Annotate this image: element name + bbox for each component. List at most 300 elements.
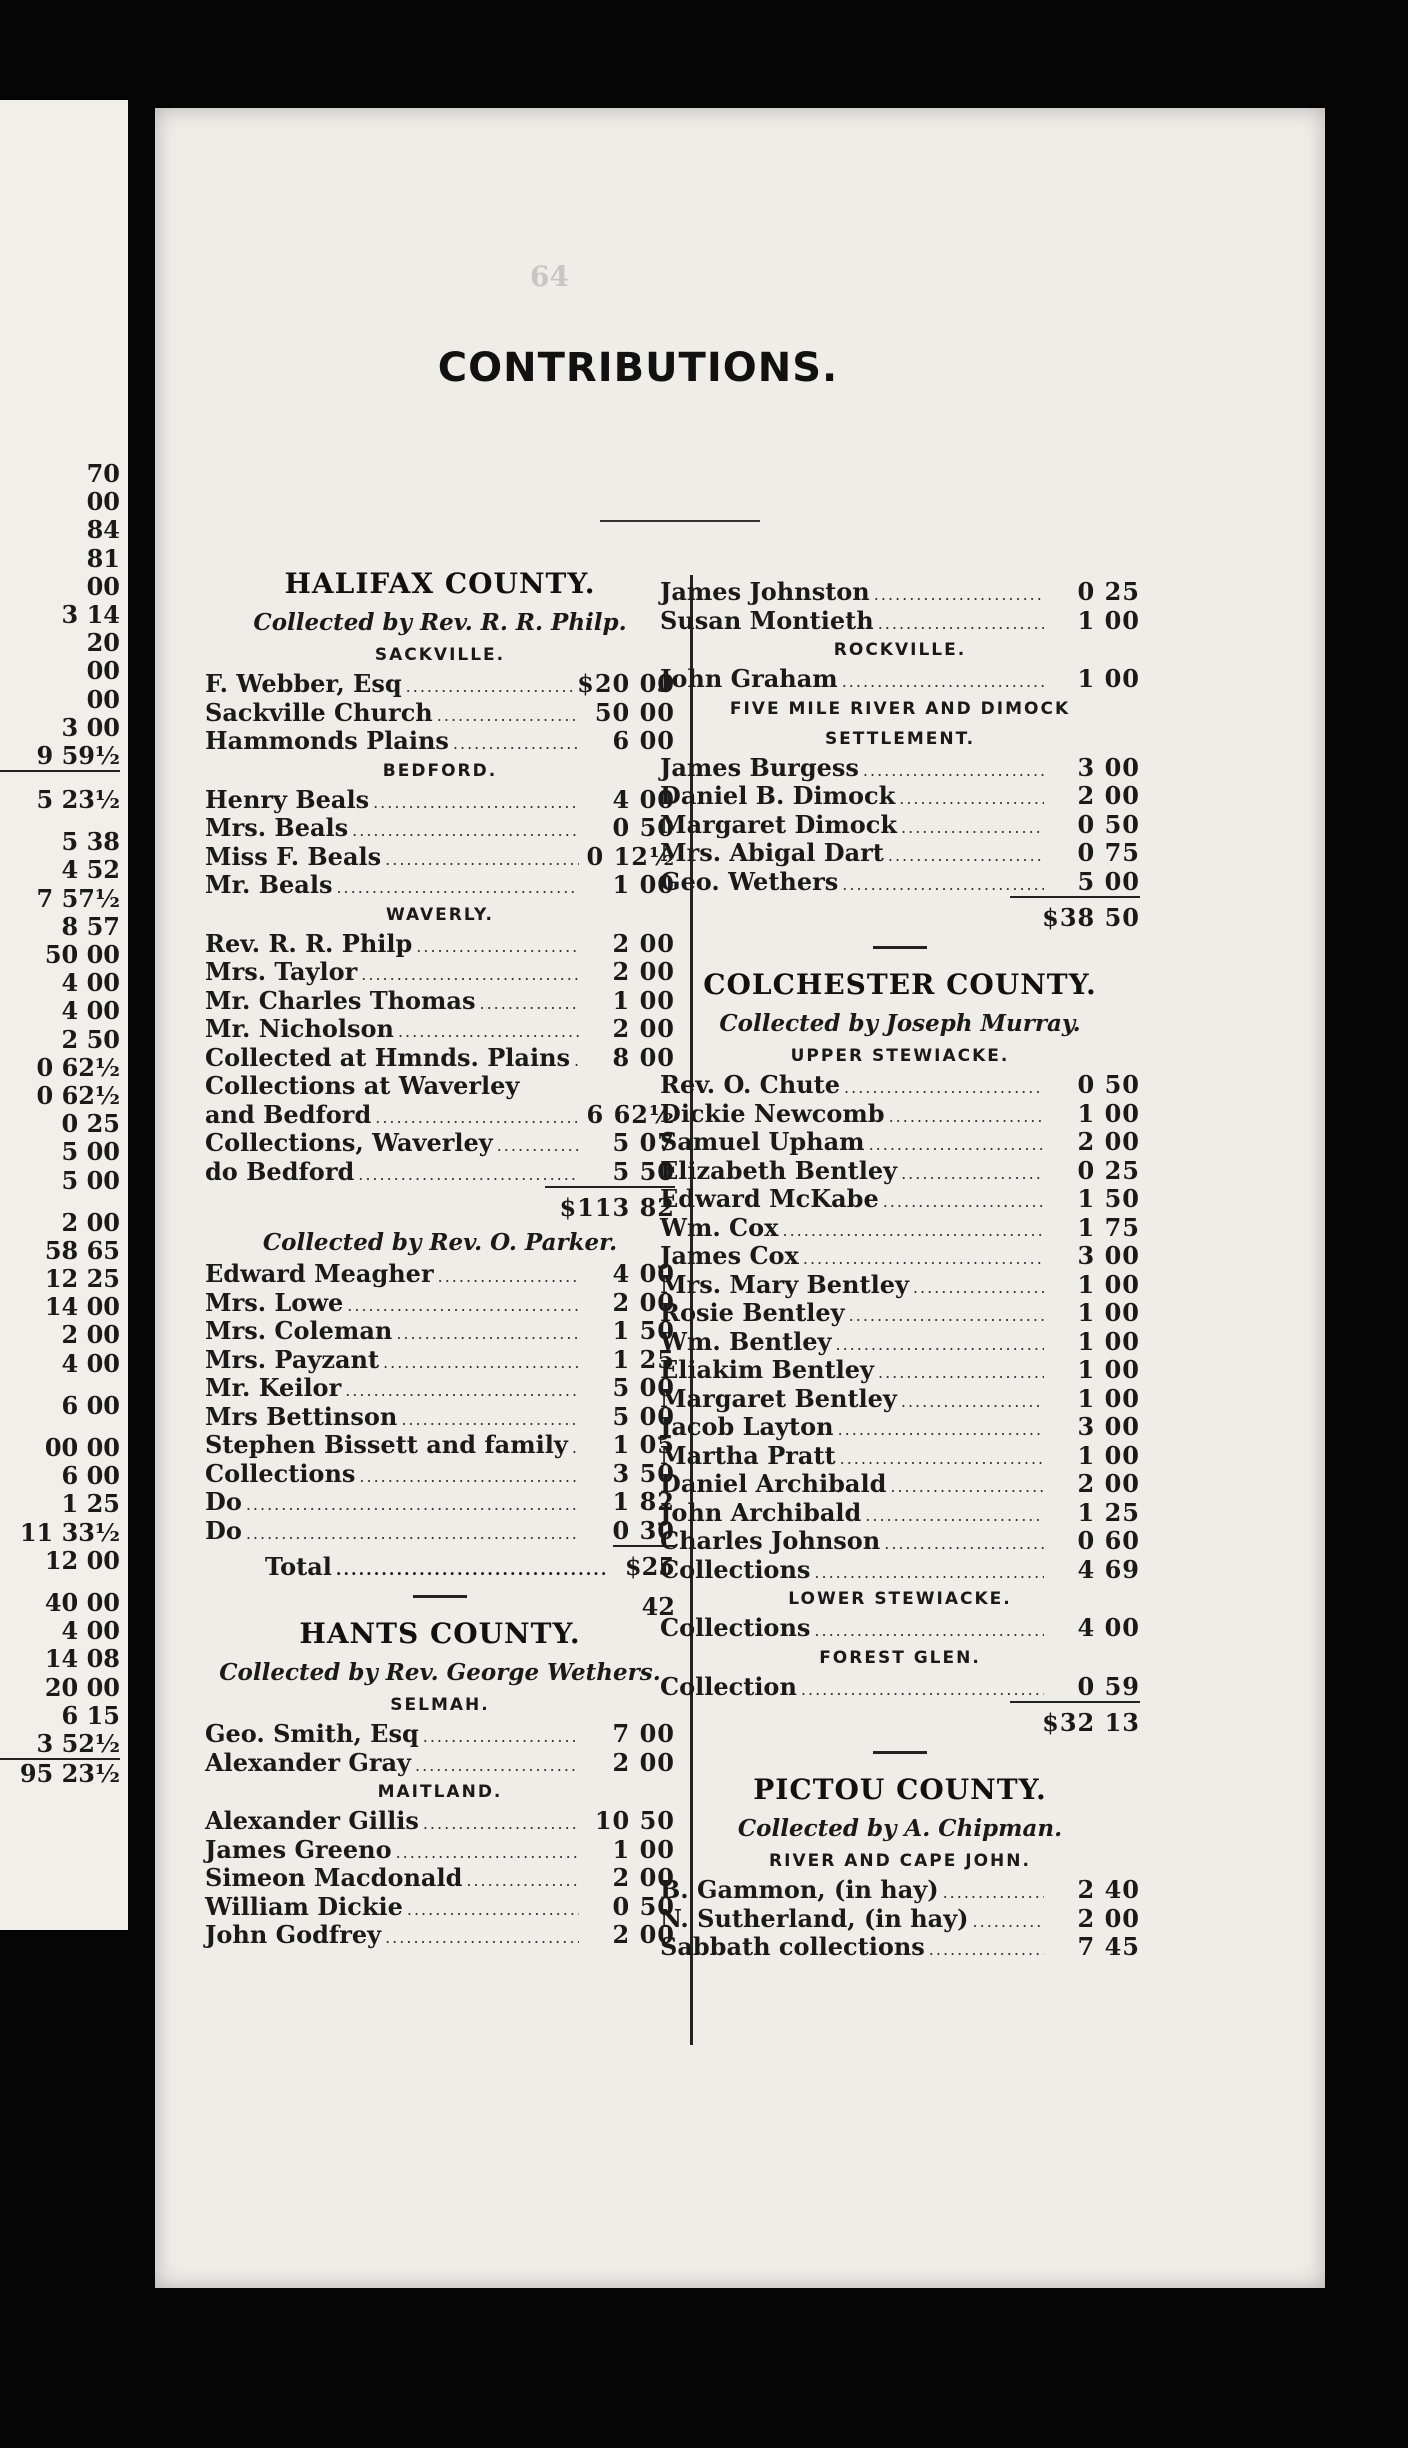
left-page-amount: 0 25 xyxy=(61,1109,120,1139)
section-heading: RIVER AND CAPE JOHN. xyxy=(769,1851,1031,1871)
contributor-name: Mrs. Mary Bentley xyxy=(660,1269,909,1299)
contributor-name: Collections xyxy=(660,1613,811,1642)
leader-dots xyxy=(888,842,1044,870)
leader-dots xyxy=(844,1074,1044,1102)
contribution-amount: 0 75 xyxy=(1077,838,1140,867)
leader-dots xyxy=(874,581,1044,609)
contribution-entry xyxy=(205,1129,675,1158)
contributor-name: Dickie Newcomb xyxy=(660,1098,885,1128)
contributor-name: James Johnston xyxy=(660,577,870,606)
contribution-amount: 1 00 xyxy=(1077,605,1140,635)
contribution-amount: 8 00 xyxy=(612,1042,675,1072)
leader-dots xyxy=(423,1810,579,1838)
contribution-entry xyxy=(660,1385,1140,1414)
entry-list xyxy=(205,670,675,756)
contributor-name: Daniel B. Dimock xyxy=(660,781,896,810)
contribution-entry xyxy=(660,607,1140,636)
contribution-entry xyxy=(205,987,675,1016)
contribution-amount: 4 00 xyxy=(612,784,675,814)
contribution-amount: 7 45 xyxy=(1077,1932,1140,1961)
leader-dots xyxy=(814,1617,1044,1645)
contribution-amount: 10 50 xyxy=(594,1806,675,1835)
contribution-amount: 3 00 xyxy=(1077,1241,1140,1270)
contribution-entry xyxy=(660,1614,1140,1643)
contribution-entry xyxy=(660,1442,1140,1471)
entry-list xyxy=(205,930,675,1187)
contribution-amount: 5 00 xyxy=(612,1401,675,1431)
contributor-name: Stephen Bissett and family xyxy=(205,1430,568,1459)
contributor-name: John Graham xyxy=(660,664,838,693)
contributor-name: Do xyxy=(205,1515,242,1545)
contribution-entry xyxy=(660,839,1140,868)
leader-dots xyxy=(878,610,1044,638)
left-page-amount xyxy=(0,1420,120,1434)
contribution-entry xyxy=(205,1836,675,1865)
contribution-entry xyxy=(205,1749,675,1778)
left-page-amount: 4 00 xyxy=(61,1616,120,1646)
section-rule xyxy=(873,946,927,949)
leader-dots xyxy=(572,1434,579,1462)
left-page-amount: 5 23½ xyxy=(36,785,120,815)
left-page-amount: 00 xyxy=(86,656,120,686)
entry-list xyxy=(660,1673,1140,1702)
left-page-amount: 95 23½ xyxy=(19,1759,120,1789)
leader-dots xyxy=(782,1217,1044,1245)
leader-dots xyxy=(814,1559,1044,1587)
contribution-entry xyxy=(205,1488,675,1517)
contribution-entry xyxy=(660,1242,1140,1271)
contribution-amount: 2 00 xyxy=(612,1287,675,1317)
contribution-amount: 4 00 xyxy=(1077,1613,1140,1642)
contribution-amount: 3 50 xyxy=(612,1458,675,1488)
leader-dots xyxy=(480,990,580,1018)
contribution-entry xyxy=(205,1403,675,1432)
contribution-amount: 1 75 xyxy=(1077,1212,1140,1242)
total-row xyxy=(205,1545,675,1621)
leader-dots xyxy=(901,1388,1044,1416)
left-page-amount: 70 xyxy=(86,459,120,488)
entry-list xyxy=(660,1071,1140,1584)
left-page-amount xyxy=(0,772,120,786)
contributor-name: F. Webber, Esq xyxy=(205,669,402,698)
contribution-amount: 7 00 xyxy=(612,1719,675,1748)
contributor-name: Collections xyxy=(205,1458,356,1488)
contributor-name: Edward Meagher xyxy=(205,1259,434,1288)
left-page-amount: 20 00 xyxy=(44,1672,120,1702)
left-page-amount: 00 xyxy=(86,571,120,601)
left-page-amount: 00 xyxy=(86,487,120,517)
contribution-entry xyxy=(205,727,675,756)
contribution-entry xyxy=(660,1185,1140,1214)
contributor-name: Margaret Bentley xyxy=(660,1383,897,1413)
contribution-entry xyxy=(205,699,675,728)
page-title: CONTRIBUTIONS. xyxy=(437,345,839,391)
contribution-amount: 0 60 xyxy=(1077,1526,1140,1555)
leader-dots xyxy=(336,874,579,902)
left-page-amount: 6 00 xyxy=(61,1461,120,1491)
left-page-amount: 4 52 xyxy=(61,855,120,885)
contribution-amount: 1 50 xyxy=(612,1316,675,1345)
contribution-entry xyxy=(205,1044,675,1073)
contributor-name: Geo. Wethers xyxy=(660,866,839,896)
entry-list xyxy=(205,1807,675,1950)
left-page-amount: 81 xyxy=(86,543,120,573)
contributor-name: Do xyxy=(205,1487,242,1516)
contribution-amount: 1 00 xyxy=(1077,664,1140,693)
section-heading: BEDFORD. xyxy=(382,760,498,781)
left-page-amount: 7 57½ xyxy=(36,883,120,913)
leader-dots xyxy=(453,730,579,758)
contribution-amount: 0 50 xyxy=(1077,1070,1140,1099)
contribution-amount: 2 00 xyxy=(612,1747,675,1777)
contribution-amount: 1 50 xyxy=(1077,1184,1140,1213)
contributor-name: Collections xyxy=(660,1554,811,1584)
total-amount: $38 50 xyxy=(1010,896,1140,936)
contribution-entry xyxy=(660,1299,1140,1328)
contribution-entry xyxy=(660,1413,1140,1442)
contribution-entry xyxy=(205,814,675,843)
leader-dots xyxy=(849,1302,1044,1330)
contribution-amount: 1 25 xyxy=(612,1344,675,1374)
contribution-entry xyxy=(205,786,675,815)
contributor-name: do Bedford xyxy=(205,1156,355,1186)
contributor-name: Rev. O. Chute xyxy=(660,1070,841,1099)
contribution-amount: 1 82 xyxy=(612,1487,675,1516)
contribution-amount: 2 00 xyxy=(1077,1469,1140,1498)
section-heading: SELMAH. xyxy=(390,1695,490,1715)
collector-line: Collected by A. Chipman. xyxy=(737,1815,1063,1842)
contribution-entry xyxy=(660,1470,1140,1499)
left-page-amount: 5 38 xyxy=(61,827,120,857)
contribution-entry xyxy=(660,1876,1140,1905)
contributor-name: James Burgess xyxy=(660,752,859,782)
contributor-name: and Bedford xyxy=(205,1099,372,1129)
section-heading: ROCKVILLE. xyxy=(833,640,967,660)
contribution-amount: 2 00 xyxy=(1077,1903,1140,1933)
left-column xyxy=(205,562,675,1950)
leader-dots xyxy=(943,1879,1044,1907)
contributor-name: Daniel Archibald xyxy=(660,1469,887,1498)
leader-dots xyxy=(423,1723,579,1751)
leader-dots xyxy=(466,1867,579,1895)
contribution-amount: 2 00 xyxy=(1077,781,1140,810)
contribution-entry xyxy=(660,782,1140,811)
contribution-amount: 0 30 xyxy=(612,1515,675,1545)
contribution-entry xyxy=(660,1271,1140,1300)
left-page-amount: 00 xyxy=(86,684,120,714)
contribution-amount: 0 25 xyxy=(1077,577,1140,606)
leader-dots xyxy=(437,702,579,730)
contributor-name: Alexander Gray xyxy=(205,1747,412,1777)
left-page-amount: 00 00 xyxy=(44,1433,120,1462)
contributor-name: Mr. Beals xyxy=(205,870,333,899)
leader-dots xyxy=(884,1530,1044,1558)
contribution-entry xyxy=(205,1317,675,1346)
contributor-name: Mrs. Taylor xyxy=(205,957,358,986)
contributor-name: Samuel Upham xyxy=(660,1127,865,1156)
contribution-amount: 5 07 xyxy=(612,1128,675,1157)
contribution-amount: 4 00 xyxy=(612,1259,675,1288)
contribution-amount: 6 00 xyxy=(612,726,675,755)
contribution-amount: 5 50 xyxy=(612,1156,675,1186)
leader-dots xyxy=(865,1502,1044,1530)
left-page-amount: 12 25 xyxy=(44,1264,120,1294)
contributor-name: Charles Johnson xyxy=(660,1526,881,1555)
contribution-entry xyxy=(205,1921,675,1950)
contributor-name: Mr. Nicholson xyxy=(205,1014,394,1043)
contributor-name: Martha Pratt xyxy=(660,1440,836,1470)
contribution-entry xyxy=(205,1289,675,1318)
contribution-amount: 0 50 xyxy=(1077,809,1140,839)
left-page-amount: 3 14 xyxy=(61,599,120,629)
leader-dots xyxy=(396,1320,579,1348)
contributor-name: Collected at Hmnds. Plains xyxy=(205,1042,571,1072)
contribution-amount: 3 00 xyxy=(1077,752,1140,782)
contribution-amount: 0 59 xyxy=(1077,1671,1140,1701)
entry-list xyxy=(205,1260,675,1545)
leader-dots xyxy=(889,1103,1044,1131)
collector-line: Collected by Rev. R. R. Philp. xyxy=(253,609,627,636)
contribution-amount: 1 00 xyxy=(1077,1298,1140,1327)
leader-dots xyxy=(574,1047,579,1075)
contribution-entry xyxy=(660,578,1140,607)
contribution-amount: 1 00 xyxy=(612,870,675,899)
contribution-entry xyxy=(660,1328,1140,1357)
left-page-amount: 4 00 xyxy=(61,1348,120,1378)
contributor-name: John Godfrey xyxy=(205,1920,382,1949)
contribution-entry xyxy=(660,665,1140,694)
left-page-amount: 3 00 xyxy=(61,712,120,742)
contribution-entry xyxy=(660,868,1140,897)
contribution-amount: 0 25 xyxy=(1077,1155,1140,1185)
contribution-entry xyxy=(205,1374,675,1403)
contributor-name: N. Sutherland, (in hay) xyxy=(660,1903,969,1933)
contribution-entry xyxy=(205,930,675,959)
entry-list xyxy=(205,1720,675,1777)
left-page-amount: 4 00 xyxy=(61,996,120,1026)
contribution-amount: 2 00 xyxy=(612,1014,675,1043)
contribution-entry xyxy=(660,1556,1140,1585)
total-row xyxy=(660,1701,1140,1741)
leader-dots xyxy=(438,1263,579,1291)
contribution-entry xyxy=(205,670,675,699)
left-page-amount: 58 65 xyxy=(44,1235,120,1265)
left-page-amount xyxy=(0,1575,120,1589)
contribution-entry xyxy=(205,1517,675,1546)
section-heading: WAVERLY. xyxy=(386,904,494,925)
entry-list xyxy=(660,754,1140,897)
contributor-name: Miss F. Beals xyxy=(205,841,382,871)
leader-dots xyxy=(383,1349,579,1377)
contribution-amount: 6 62½ xyxy=(586,1099,675,1129)
contribution-amount: 2 00 xyxy=(612,1863,675,1892)
contribution-entry xyxy=(205,1072,675,1101)
county-heading: HANTS COUNTY. xyxy=(299,1617,581,1650)
section-rule xyxy=(873,1751,927,1754)
total-row xyxy=(660,896,1140,936)
contributor-name: Mrs. Beals xyxy=(205,813,349,842)
contribution-entry xyxy=(205,1260,675,1289)
leader-dots xyxy=(336,1550,609,1590)
leader-dots xyxy=(385,846,579,874)
contribution-entry xyxy=(660,1157,1140,1186)
entry-list xyxy=(660,578,1140,635)
contribution-entry xyxy=(660,1527,1140,1556)
contribution-entry xyxy=(660,1071,1140,1100)
contributor-name: John Archibald xyxy=(660,1497,862,1527)
right-column xyxy=(660,578,1140,1962)
total-row xyxy=(205,1186,675,1226)
section-heading: LOWER STEWIACKE. xyxy=(788,1589,1012,1609)
contributor-name: Elizabeth Bentley xyxy=(660,1155,898,1185)
contributor-name: Mrs. Lowe xyxy=(205,1287,344,1317)
contribution-amount: 0 12½ xyxy=(586,841,675,871)
leader-dots xyxy=(913,1274,1044,1302)
leader-dots xyxy=(883,1188,1044,1216)
contributor-name: Susan Montieth xyxy=(660,605,874,635)
left-page-amount xyxy=(0,1195,120,1209)
left-page-amount: 20 xyxy=(86,628,120,658)
leader-dots xyxy=(842,668,1044,696)
left-page-amount: 14 08 xyxy=(44,1644,120,1674)
left-page-amount: 11 33½ xyxy=(19,1517,120,1547)
left-page-amount: 12 00 xyxy=(44,1545,120,1575)
section-heading: SACKVILLE. xyxy=(374,645,506,665)
contribution-entry xyxy=(660,1933,1140,1962)
total-label: Total xyxy=(265,1552,332,1581)
contribution-entry xyxy=(660,1499,1140,1528)
contribution-entry xyxy=(660,1673,1140,1702)
contribution-amount: 1 00 xyxy=(612,1834,675,1864)
section-heading: FIVE MILE RIVER AND DIMOCK xyxy=(729,698,1071,719)
section-heading: UPPER STEWIACKE. xyxy=(790,1046,1010,1066)
left-page-amount: 3 52½ xyxy=(0,1730,120,1760)
contributor-name: Henry Beals xyxy=(205,784,370,814)
contribution-amount: 2 00 xyxy=(1077,1127,1140,1156)
contributor-name: William Dickie xyxy=(205,1891,403,1921)
contributor-name: Wm. Cox xyxy=(660,1212,779,1242)
left-page-amount: 2 00 xyxy=(61,1320,120,1350)
contribution-amount: 2 40 xyxy=(1077,1875,1140,1904)
left-page-amount: 0 62½ xyxy=(36,1052,120,1082)
left-page-amount: 40 00 xyxy=(44,1587,120,1617)
leader-dots xyxy=(899,785,1044,813)
contributor-name: Wm. Bentley xyxy=(660,1326,832,1356)
leader-dots xyxy=(890,1473,1044,1501)
contribution-amount: 2 00 xyxy=(612,928,675,958)
left-page-amount: 5 00 xyxy=(61,1165,120,1195)
contribution-entry xyxy=(205,1864,675,1893)
contributor-name: Geo. Smith, Esq xyxy=(205,1719,419,1748)
collector-line: Collected by Joseph Murray. xyxy=(719,1010,1081,1037)
county-heading: PICTOU COUNTY. xyxy=(753,1773,1047,1806)
leader-dots xyxy=(416,933,579,961)
contributor-name: Mrs. Coleman xyxy=(205,1316,393,1345)
leader-dots xyxy=(246,1491,579,1519)
contribution-entry xyxy=(660,1356,1140,1385)
left-page-amount: 6 00 xyxy=(61,1390,120,1420)
total-amount: $25 42 xyxy=(613,1545,675,1627)
contribution-amount: 1 00 xyxy=(1077,1383,1140,1413)
contributor-name: Collections at Waverley xyxy=(205,1071,520,1100)
contributor-name: James Cox xyxy=(660,1241,799,1270)
contribution-amount: 1 00 xyxy=(1077,1326,1140,1356)
contributor-name: Rosie Bentley xyxy=(660,1298,845,1327)
leader-dots xyxy=(373,789,579,817)
contributor-name: Jacob Layton xyxy=(660,1412,834,1441)
left-page-amount: 6 15 xyxy=(61,1700,120,1730)
left-page-amount: 2 50 xyxy=(61,1024,120,1054)
leader-dots xyxy=(901,814,1044,842)
contribution-entry xyxy=(205,958,675,987)
leader-dots xyxy=(878,1359,1044,1387)
leader-dots xyxy=(398,1018,579,1046)
contributor-name: Mrs. Payzant xyxy=(205,1344,380,1374)
section-rule xyxy=(413,1595,467,1598)
left-page-amount: 84 xyxy=(86,515,120,545)
contributor-name: Mr. Keilor xyxy=(205,1373,342,1402)
contribution-entry xyxy=(205,1431,675,1460)
contribution-amount: 1 00 xyxy=(1077,1355,1140,1384)
leader-dots xyxy=(801,1676,1044,1704)
contributor-name: Alexander Gillis xyxy=(205,1806,419,1835)
contribution-amount: 1 00 xyxy=(612,985,675,1015)
left-facing-page xyxy=(0,100,128,1930)
leader-dots xyxy=(345,1377,579,1405)
left-page-amount: 14 00 xyxy=(44,1292,120,1322)
contributor-name: Hammonds Plains xyxy=(205,726,449,755)
leader-dots xyxy=(842,871,1044,899)
total-amount: $32 13 xyxy=(1010,1701,1140,1741)
left-page-amount: 9 59½ xyxy=(0,742,120,772)
entry-list xyxy=(205,786,675,900)
leader-dots xyxy=(929,1936,1044,1964)
contribution-entry xyxy=(660,1905,1140,1934)
contribution-amount: 1 00 xyxy=(1077,1098,1140,1128)
page-number: 64 xyxy=(530,260,569,293)
contribution-entry xyxy=(205,843,675,872)
left-page-amount xyxy=(0,1378,120,1392)
entry-list xyxy=(660,1614,1140,1643)
leader-dots xyxy=(359,1463,579,1491)
left-page-amount: 50 00 xyxy=(44,940,120,969)
contribution-amount: 0 50 xyxy=(612,813,675,842)
total-amount: $113 82 xyxy=(545,1186,675,1226)
contributor-name: Mrs Bettinson xyxy=(205,1401,398,1431)
leader-dots xyxy=(869,1131,1044,1159)
contribution-amount: $20 00 xyxy=(577,669,675,698)
contributor-name: James Greeno xyxy=(205,1834,392,1864)
contributor-name: Margaret Dimock xyxy=(660,809,898,839)
leader-dots xyxy=(901,1160,1044,1188)
contributor-name: Collection xyxy=(660,1671,797,1701)
leader-dots xyxy=(246,1520,579,1548)
contribution-entry xyxy=(205,1893,675,1922)
leader-dots xyxy=(406,673,574,701)
leader-dots xyxy=(352,817,579,845)
contribution-amount: 1 25 xyxy=(1077,1497,1140,1527)
section-heading: SETTLEMENT. xyxy=(824,728,976,749)
contributor-name: Simeon Macdonald xyxy=(205,1863,463,1892)
contribution-entry xyxy=(660,1128,1140,1157)
entry-list xyxy=(660,665,1140,694)
contribution-amount: 2 00 xyxy=(612,957,675,986)
contribution-entry xyxy=(660,1100,1140,1129)
collector-line: Collected by Rev. George Wethers. xyxy=(219,1659,661,1686)
contributor-name: Mr. Charles Thomas xyxy=(205,985,476,1015)
contributor-name: Eliakim Bentley xyxy=(660,1355,874,1384)
left-page-amount: 0 62½ xyxy=(36,1080,120,1110)
